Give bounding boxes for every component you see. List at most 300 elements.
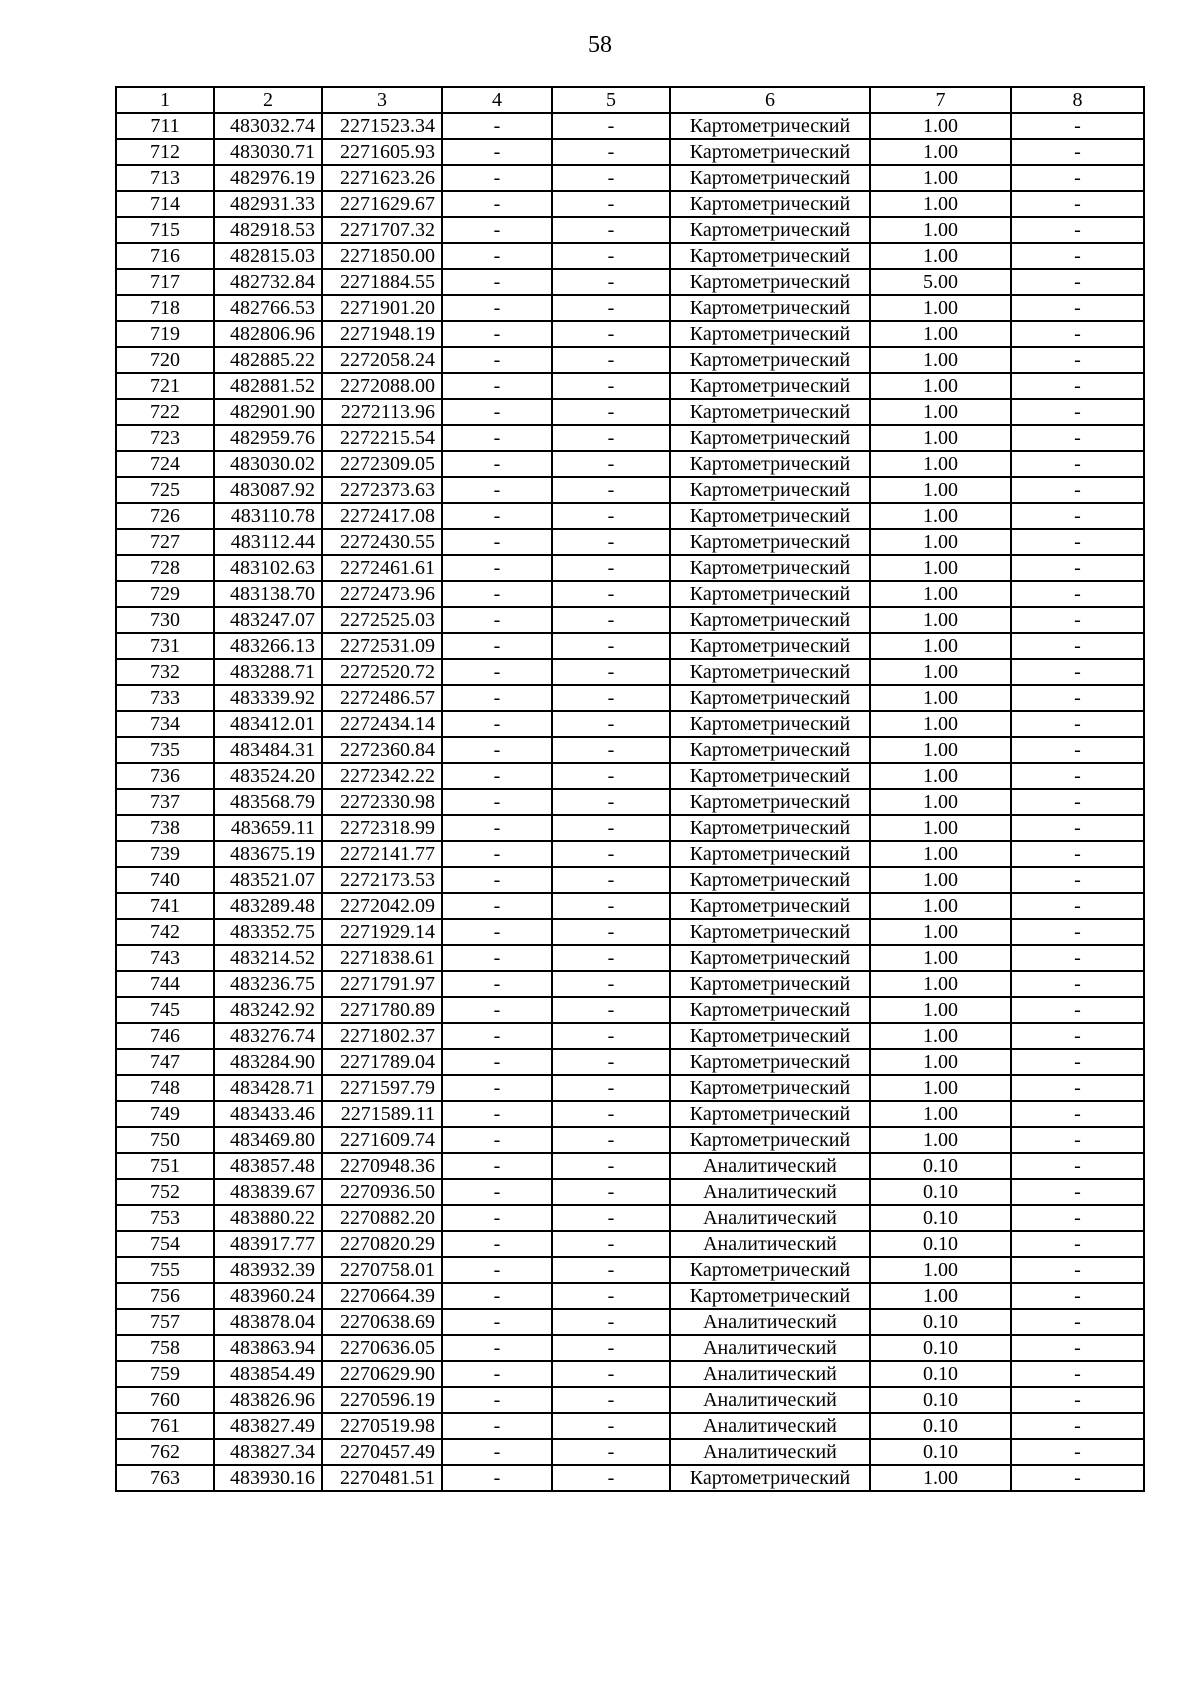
- y-coordinate-cell: 2272531.09: [322, 633, 442, 659]
- x-coordinate-cell: 482959.76: [214, 425, 322, 451]
- column-4-cell: -: [442, 1205, 552, 1231]
- column-5-cell: -: [552, 1465, 670, 1491]
- table-row: [116, 399, 1144, 425]
- accuracy-cell: 1.00: [870, 1465, 1011, 1491]
- point-number-cell: 757: [116, 1309, 214, 1335]
- table-row: [116, 1439, 1144, 1465]
- column-4-cell: -: [442, 1075, 552, 1101]
- column-8-cell: -: [1011, 269, 1144, 295]
- method-cell: Картометрический: [670, 321, 870, 347]
- column-4-cell: -: [442, 425, 552, 451]
- accuracy-cell: 1.00: [870, 503, 1011, 529]
- column-8-cell: -: [1011, 243, 1144, 269]
- column-4-cell: -: [442, 1335, 552, 1361]
- x-coordinate-cell: 483878.04: [214, 1309, 322, 1335]
- x-coordinate-cell: 483112.44: [214, 529, 322, 555]
- method-cell: Картометрический: [670, 217, 870, 243]
- column-4-cell: -: [442, 607, 552, 633]
- method-cell: Картометрический: [670, 815, 870, 841]
- column-5-cell: -: [552, 425, 670, 451]
- column-4-cell: -: [442, 659, 552, 685]
- column-4-cell: -: [442, 1179, 552, 1205]
- point-number-cell: 727: [116, 529, 214, 555]
- x-coordinate-cell: 483087.92: [214, 477, 322, 503]
- y-coordinate-cell: 2272342.22: [322, 763, 442, 789]
- accuracy-cell: 1.00: [870, 1257, 1011, 1283]
- x-coordinate-cell: 483469.80: [214, 1127, 322, 1153]
- table-row: [116, 321, 1144, 347]
- table-row: [116, 633, 1144, 659]
- y-coordinate-cell: 2270936.50: [322, 1179, 442, 1205]
- column-4-cell: -: [442, 919, 552, 945]
- point-number-cell: 754: [116, 1231, 214, 1257]
- column-8-cell: -: [1011, 217, 1144, 243]
- y-coordinate-cell: 2270636.05: [322, 1335, 442, 1361]
- method-cell: Картометрический: [670, 867, 870, 893]
- x-coordinate-cell: 483032.74: [214, 113, 322, 139]
- point-number-cell: 718: [116, 295, 214, 321]
- point-number-cell: 759: [116, 1361, 214, 1387]
- x-coordinate-cell: 483659.11: [214, 815, 322, 841]
- column-5-cell: -: [552, 165, 670, 191]
- method-cell: Картометрический: [670, 295, 870, 321]
- column-5-cell: -: [552, 1257, 670, 1283]
- column-8-cell: -: [1011, 1231, 1144, 1257]
- table-row: [116, 867, 1144, 893]
- x-coordinate-cell: 483030.02: [214, 451, 322, 477]
- x-coordinate-cell: 483568.79: [214, 789, 322, 815]
- column-8-cell: -: [1011, 1387, 1144, 1413]
- method-cell: Картометрический: [670, 1075, 870, 1101]
- table-row: [116, 269, 1144, 295]
- y-coordinate-cell: 2272486.57: [322, 685, 442, 711]
- method-cell: Картометрический: [670, 581, 870, 607]
- x-coordinate-cell: 483339.92: [214, 685, 322, 711]
- column-8-cell: -: [1011, 815, 1144, 841]
- column-4-cell: -: [442, 555, 552, 581]
- accuracy-cell: 0.10: [870, 1439, 1011, 1465]
- y-coordinate-cell: 2271629.67: [322, 191, 442, 217]
- method-cell: Картометрический: [670, 737, 870, 763]
- column-8-cell: -: [1011, 165, 1144, 191]
- y-coordinate-cell: 2271623.26: [322, 165, 442, 191]
- point-number-cell: 755: [116, 1257, 214, 1283]
- column-5-cell: -: [552, 217, 670, 243]
- column-4-cell: -: [442, 1049, 552, 1075]
- column-8-cell: -: [1011, 971, 1144, 997]
- x-coordinate-cell: 483284.90: [214, 1049, 322, 1075]
- y-coordinate-cell: 2270457.49: [322, 1439, 442, 1465]
- point-number-cell: 714: [116, 191, 214, 217]
- x-coordinate-cell: 482918.53: [214, 217, 322, 243]
- column-5-cell: -: [552, 893, 670, 919]
- point-number-cell: 722: [116, 399, 214, 425]
- x-coordinate-cell: 483214.52: [214, 945, 322, 971]
- column-8-cell: -: [1011, 581, 1144, 607]
- method-cell: Аналитический: [670, 1153, 870, 1179]
- point-number-cell: 716: [116, 243, 214, 269]
- column-4-cell: -: [442, 321, 552, 347]
- point-number-cell: 762: [116, 1439, 214, 1465]
- point-number-cell: 761: [116, 1413, 214, 1439]
- column-8-cell: -: [1011, 347, 1144, 373]
- column-8-cell: -: [1011, 1361, 1144, 1387]
- y-coordinate-cell: 2272330.98: [322, 789, 442, 815]
- x-coordinate-cell: 483857.48: [214, 1153, 322, 1179]
- column-5-cell: -: [552, 1439, 670, 1465]
- column-4-cell: -: [442, 711, 552, 737]
- table-row: [116, 1335, 1144, 1361]
- table-row: [116, 607, 1144, 633]
- accuracy-cell: 1.00: [870, 1049, 1011, 1075]
- point-number-cell: 743: [116, 945, 214, 971]
- point-number-cell: 758: [116, 1335, 214, 1361]
- table-row: [116, 1101, 1144, 1127]
- y-coordinate-cell: 2271838.61: [322, 945, 442, 971]
- table-row: [116, 893, 1144, 919]
- x-coordinate-cell: 483352.75: [214, 919, 322, 945]
- column-8-cell: -: [1011, 113, 1144, 139]
- column-header: 4: [442, 87, 552, 113]
- column-4-cell: -: [442, 1361, 552, 1387]
- y-coordinate-cell: 2272461.61: [322, 555, 442, 581]
- x-coordinate-cell: 482815.03: [214, 243, 322, 269]
- y-coordinate-cell: 2272309.05: [322, 451, 442, 477]
- column-4-cell: -: [442, 503, 552, 529]
- method-cell: Картометрический: [670, 971, 870, 997]
- point-number-cell: 742: [116, 919, 214, 945]
- column-5-cell: -: [552, 269, 670, 295]
- method-cell: Аналитический: [670, 1335, 870, 1361]
- column-5-cell: -: [552, 1049, 670, 1075]
- x-coordinate-cell: 483932.39: [214, 1257, 322, 1283]
- column-4-cell: -: [442, 685, 552, 711]
- method-cell: Аналитический: [670, 1413, 870, 1439]
- column-4-cell: -: [442, 763, 552, 789]
- column-5-cell: -: [552, 1153, 670, 1179]
- method-cell: Аналитический: [670, 1439, 870, 1465]
- column-5-cell: -: [552, 529, 670, 555]
- column-8-cell: -: [1011, 685, 1144, 711]
- method-cell: Картометрический: [670, 1049, 870, 1075]
- point-number-cell: 741: [116, 893, 214, 919]
- y-coordinate-cell: 2272525.03: [322, 607, 442, 633]
- point-number-cell: 735: [116, 737, 214, 763]
- table-body: [116, 113, 1144, 1491]
- point-number-cell: 760: [116, 1387, 214, 1413]
- column-5-cell: -: [552, 607, 670, 633]
- method-cell: Картометрический: [670, 1283, 870, 1309]
- column-8-cell: -: [1011, 1309, 1144, 1335]
- column-4-cell: -: [442, 737, 552, 763]
- column-8-cell: -: [1011, 1153, 1144, 1179]
- column-5-cell: -: [552, 1127, 670, 1153]
- x-coordinate-cell: 483521.07: [214, 867, 322, 893]
- y-coordinate-cell: 2272113.96: [322, 399, 442, 425]
- accuracy-cell: 1.00: [870, 711, 1011, 737]
- column-5-cell: -: [552, 1387, 670, 1413]
- column-4-cell: -: [442, 1439, 552, 1465]
- point-number-cell: 763: [116, 1465, 214, 1491]
- point-number-cell: 748: [116, 1075, 214, 1101]
- method-cell: Картометрический: [670, 1465, 870, 1491]
- method-cell: Картометрический: [670, 633, 870, 659]
- column-5-cell: -: [552, 919, 670, 945]
- method-cell: Картометрический: [670, 1023, 870, 1049]
- method-cell: Картометрический: [670, 191, 870, 217]
- accuracy-cell: 1.00: [870, 217, 1011, 243]
- table-row: [116, 1465, 1144, 1491]
- x-coordinate-cell: 483524.20: [214, 763, 322, 789]
- table-row: [116, 477, 1144, 503]
- column-4-cell: -: [442, 191, 552, 217]
- table-row: [116, 191, 1144, 217]
- column-8-cell: -: [1011, 1205, 1144, 1231]
- column-5-cell: -: [552, 1205, 670, 1231]
- x-coordinate-cell: 483839.67: [214, 1179, 322, 1205]
- column-5-cell: -: [552, 815, 670, 841]
- table-row: [116, 841, 1144, 867]
- x-coordinate-cell: 482901.90: [214, 399, 322, 425]
- y-coordinate-cell: 2272360.84: [322, 737, 442, 763]
- table-row: [116, 1075, 1144, 1101]
- table-row: [116, 1023, 1144, 1049]
- table-row: [116, 1127, 1144, 1153]
- accuracy-cell: 1.00: [870, 1283, 1011, 1309]
- accuracy-cell: 1.00: [870, 1075, 1011, 1101]
- column-5-cell: -: [552, 997, 670, 1023]
- table-row: [116, 347, 1144, 373]
- coordinates-table: [115, 86, 1145, 1492]
- column-5-cell: -: [552, 867, 670, 893]
- column-4-cell: -: [442, 1465, 552, 1491]
- table-row: [116, 295, 1144, 321]
- table-row: [116, 1049, 1144, 1075]
- method-cell: Аналитический: [670, 1309, 870, 1335]
- column-5-cell: -: [552, 737, 670, 763]
- table-row: [116, 659, 1144, 685]
- accuracy-cell: 1.00: [870, 529, 1011, 555]
- table-row: [116, 1283, 1144, 1309]
- y-coordinate-cell: 2271850.00: [322, 243, 442, 269]
- method-cell: Картометрический: [670, 243, 870, 269]
- method-cell: Картометрический: [670, 269, 870, 295]
- x-coordinate-cell: 482931.33: [214, 191, 322, 217]
- point-number-cell: 725: [116, 477, 214, 503]
- x-coordinate-cell: 483138.70: [214, 581, 322, 607]
- x-coordinate-cell: 483242.92: [214, 997, 322, 1023]
- column-5-cell: -: [552, 243, 670, 269]
- column-8-cell: -: [1011, 321, 1144, 347]
- column-8-cell: -: [1011, 841, 1144, 867]
- y-coordinate-cell: 2272373.63: [322, 477, 442, 503]
- x-coordinate-cell: 483675.19: [214, 841, 322, 867]
- column-4-cell: -: [442, 1023, 552, 1049]
- y-coordinate-cell: 2271948.19: [322, 321, 442, 347]
- method-cell: Картометрический: [670, 1257, 870, 1283]
- column-5-cell: -: [552, 685, 670, 711]
- column-8-cell: -: [1011, 997, 1144, 1023]
- table-row: [116, 451, 1144, 477]
- accuracy-cell: 1.00: [870, 555, 1011, 581]
- method-cell: Аналитический: [670, 1387, 870, 1413]
- page-number: 58: [588, 32, 612, 58]
- accuracy-cell: 1.00: [870, 633, 1011, 659]
- x-coordinate-cell: 482766.53: [214, 295, 322, 321]
- method-cell: Картометрический: [670, 841, 870, 867]
- y-coordinate-cell: 2271791.97: [322, 971, 442, 997]
- column-header: 1: [116, 87, 214, 113]
- accuracy-cell: 1.00: [870, 685, 1011, 711]
- point-number-cell: 753: [116, 1205, 214, 1231]
- column-header: 7: [870, 87, 1011, 113]
- column-4-cell: -: [442, 1309, 552, 1335]
- column-4-cell: -: [442, 139, 552, 165]
- y-coordinate-cell: 2271707.32: [322, 217, 442, 243]
- y-coordinate-cell: 2270820.29: [322, 1231, 442, 1257]
- table-row: [116, 165, 1144, 191]
- table-row: [116, 997, 1144, 1023]
- accuracy-cell: 1.00: [870, 737, 1011, 763]
- column-4-cell: -: [442, 1283, 552, 1309]
- method-cell: Картометрический: [670, 425, 870, 451]
- column-5-cell: -: [552, 321, 670, 347]
- method-cell: Картометрический: [670, 763, 870, 789]
- column-4-cell: -: [442, 165, 552, 191]
- table-row: [116, 1257, 1144, 1283]
- table-row: [116, 529, 1144, 555]
- column-4-cell: -: [442, 867, 552, 893]
- column-4-cell: -: [442, 815, 552, 841]
- y-coordinate-cell: 2270948.36: [322, 1153, 442, 1179]
- column-4-cell: -: [442, 113, 552, 139]
- accuracy-cell: 1.00: [870, 581, 1011, 607]
- table-row: [116, 789, 1144, 815]
- table-row: [116, 685, 1144, 711]
- column-8-cell: -: [1011, 399, 1144, 425]
- table-row: [116, 373, 1144, 399]
- column-4-cell: -: [442, 269, 552, 295]
- point-number-cell: 713: [116, 165, 214, 191]
- accuracy-cell: 1.00: [870, 1023, 1011, 1049]
- method-cell: Картометрический: [670, 893, 870, 919]
- x-coordinate-cell: 482976.19: [214, 165, 322, 191]
- accuracy-cell: 1.00: [870, 763, 1011, 789]
- column-5-cell: -: [552, 1101, 670, 1127]
- column-4-cell: -: [442, 1387, 552, 1413]
- column-8-cell: -: [1011, 1101, 1144, 1127]
- point-number-cell: 724: [116, 451, 214, 477]
- column-header: 2: [214, 87, 322, 113]
- table-row: [116, 425, 1144, 451]
- column-8-cell: -: [1011, 1465, 1144, 1491]
- method-cell: Аналитический: [670, 1231, 870, 1257]
- method-cell: Картометрический: [670, 685, 870, 711]
- column-5-cell: -: [552, 295, 670, 321]
- x-coordinate-cell: 483960.24: [214, 1283, 322, 1309]
- point-number-cell: 750: [116, 1127, 214, 1153]
- accuracy-cell: 1.00: [870, 191, 1011, 217]
- point-number-cell: 744: [116, 971, 214, 997]
- point-number-cell: 721: [116, 373, 214, 399]
- x-coordinate-cell: 483433.46: [214, 1101, 322, 1127]
- table-row: [116, 1231, 1144, 1257]
- column-5-cell: -: [552, 1179, 670, 1205]
- method-cell: Картометрический: [670, 711, 870, 737]
- column-8-cell: -: [1011, 867, 1144, 893]
- method-cell: Картометрический: [670, 113, 870, 139]
- column-5-cell: -: [552, 113, 670, 139]
- point-number-cell: 749: [116, 1101, 214, 1127]
- point-number-cell: 720: [116, 347, 214, 373]
- column-5-cell: -: [552, 373, 670, 399]
- y-coordinate-cell: 2271780.89: [322, 997, 442, 1023]
- column-5-cell: -: [552, 1413, 670, 1439]
- column-4-cell: -: [442, 529, 552, 555]
- x-coordinate-cell: 483102.63: [214, 555, 322, 581]
- column-5-cell: -: [552, 789, 670, 815]
- y-coordinate-cell: 2272058.24: [322, 347, 442, 373]
- point-number-cell: 726: [116, 503, 214, 529]
- method-cell: Аналитический: [670, 1205, 870, 1231]
- accuracy-cell: 1.00: [870, 243, 1011, 269]
- column-8-cell: -: [1011, 1257, 1144, 1283]
- column-5-cell: -: [552, 399, 670, 425]
- column-5-cell: -: [552, 347, 670, 373]
- point-number-cell: 739: [116, 841, 214, 867]
- accuracy-cell: 1.00: [870, 659, 1011, 685]
- column-5-cell: -: [552, 633, 670, 659]
- x-coordinate-cell: 482881.52: [214, 373, 322, 399]
- accuracy-cell: 1.00: [870, 945, 1011, 971]
- method-cell: Картометрический: [670, 789, 870, 815]
- column-5-cell: -: [552, 945, 670, 971]
- method-cell: Картометрический: [670, 997, 870, 1023]
- y-coordinate-cell: 2272042.09: [322, 893, 442, 919]
- method-cell: Картометрический: [670, 945, 870, 971]
- point-number-cell: 733: [116, 685, 214, 711]
- table-row: [116, 971, 1144, 997]
- column-5-cell: -: [552, 1283, 670, 1309]
- column-8-cell: -: [1011, 1049, 1144, 1075]
- accuracy-cell: 1.00: [870, 1101, 1011, 1127]
- column-8-cell: -: [1011, 1127, 1144, 1153]
- column-4-cell: -: [442, 399, 552, 425]
- y-coordinate-cell: 2272318.99: [322, 815, 442, 841]
- y-coordinate-cell: 2272473.96: [322, 581, 442, 607]
- y-coordinate-cell: 2270596.19: [322, 1387, 442, 1413]
- column-8-cell: -: [1011, 477, 1144, 503]
- column-8-cell: -: [1011, 1335, 1144, 1361]
- column-4-cell: -: [442, 893, 552, 919]
- column-4-cell: -: [442, 633, 552, 659]
- y-coordinate-cell: 2270638.69: [322, 1309, 442, 1335]
- x-coordinate-cell: 483030.71: [214, 139, 322, 165]
- table-row: [116, 711, 1144, 737]
- column-8-cell: -: [1011, 529, 1144, 555]
- y-coordinate-cell: 2271884.55: [322, 269, 442, 295]
- column-8-cell: -: [1011, 659, 1144, 685]
- column-8-cell: -: [1011, 711, 1144, 737]
- column-8-cell: -: [1011, 919, 1144, 945]
- table-row: [116, 243, 1144, 269]
- accuracy-cell: 1.00: [870, 893, 1011, 919]
- column-8-cell: -: [1011, 139, 1144, 165]
- point-number-cell: 728: [116, 555, 214, 581]
- column-8-cell: -: [1011, 737, 1144, 763]
- column-8-cell: -: [1011, 503, 1144, 529]
- accuracy-cell: 1.00: [870, 867, 1011, 893]
